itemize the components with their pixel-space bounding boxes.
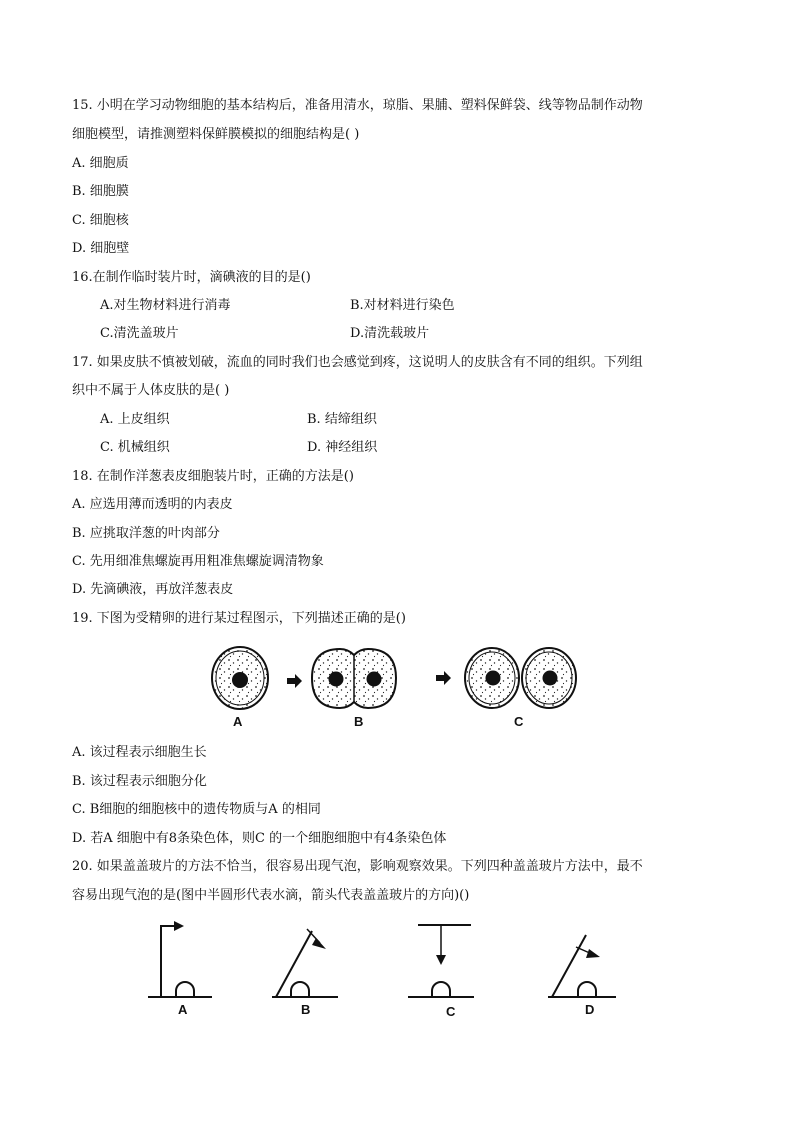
cell-c (465, 648, 576, 708)
figure20-label-c: C (446, 1004, 456, 1019)
q15-option-b: B. 细胞膜 (72, 184, 129, 199)
cell-division-figure (200, 640, 590, 735)
figure19-label-b: B (354, 714, 364, 729)
q16-option-b: B.对材料进行染色 (350, 298, 455, 313)
q19-option-a: A. 该过程表示细胞生长 (72, 745, 207, 760)
q18-option-d: D. 先滴碘液，再放洋葱表皮 (72, 582, 234, 597)
figure20-label-b: B (301, 1002, 311, 1017)
q20-stem-line2: 容易出现气泡的是(图中半圆形代表水滴，箭头代表盖盖玻片的方向)() (72, 888, 470, 903)
q16-option-c: C.清洗盖玻片 (100, 326, 179, 341)
q15-stem-line1: 15. 小明在学习动物细胞的基本结构后，准备用清水，琼脂、果脯、塑料保鲜袋、线等物品制作动物 (72, 98, 643, 113)
q19-option-b: B. 该过程表示细胞分化 (72, 774, 207, 789)
q15-stem-line2: 细胞模型，请推测塑料保鲜膜模拟的细胞结构是( ) (72, 127, 360, 142)
q18-stem: 18. 在制作洋葱表皮细胞装片时，正确的方法是() (72, 469, 354, 484)
cell-a (212, 647, 268, 709)
arrow-right-icon (436, 671, 451, 685)
q18-option-a: A. 应选用薄而透明的内表皮 (72, 497, 233, 512)
figure20-label-a: A (178, 1002, 188, 1017)
q19-stem: 19. 下图为受精卵的进行某过程图示，下列描述正确的是() (72, 611, 406, 626)
q17-option-a: A. 上皮组织 (100, 412, 170, 427)
q16-option-d: D.清洗载玻片 (350, 326, 430, 341)
cell-b (312, 649, 396, 708)
q15-option-a: A. 细胞质 (72, 156, 129, 171)
q17-option-b: B. 结缔组织 (307, 412, 377, 427)
q19-option-d: D. 若A 细胞中有8条染色体，则C 的一个细胞细胞中有4条染色体 (72, 831, 447, 846)
q15-option-c: C. 细胞核 (72, 213, 129, 228)
q17-stem-line2: 织中不属于人体皮肤的是( ) (72, 383, 230, 398)
arrow-right-icon (287, 674, 302, 688)
q17-option-c: C. 机械组织 (100, 440, 170, 455)
method-c-diagram (408, 925, 474, 997)
method-b-diagram (272, 929, 338, 997)
figure19-label-a: A (233, 714, 243, 729)
q20-stem-line1: 20. 如果盖盖玻片的方法不恰当，很容易出现气泡，影响观察效果。下列四种盖盖玻片方法中，最不 (72, 859, 643, 874)
q18-option-b: B. 应挑取洋葱的叶肉部分 (72, 526, 220, 541)
method-a-diagram (148, 921, 212, 997)
q18-option-c: C. 先用细准焦螺旋再用粗准焦螺旋调清物象 (72, 554, 324, 569)
coverslip-methods-figure (140, 915, 630, 1005)
q17-stem-line1: 17. 如果皮肤不慎被划破，流血的同时我们也会感觉到疼，这说明人的皮肤含有不同的组织。下列组 (72, 355, 643, 370)
q16-stem: 16.在制作临时装片时，滴碘液的目的是() (72, 270, 311, 285)
q15-option-d: D. 细胞壁 (72, 241, 130, 256)
q17-option-d: D. 神经组织 (307, 440, 378, 455)
method-d-diagram (548, 935, 616, 997)
figure20-label-d: D (585, 1002, 595, 1017)
figure19-label-c: C (514, 714, 524, 729)
q16-option-a: A.对生物材料进行消毒 (100, 298, 231, 313)
q19-option-c: C. B细胞的细胞核中的遗传物质与A 的相同 (72, 802, 321, 817)
